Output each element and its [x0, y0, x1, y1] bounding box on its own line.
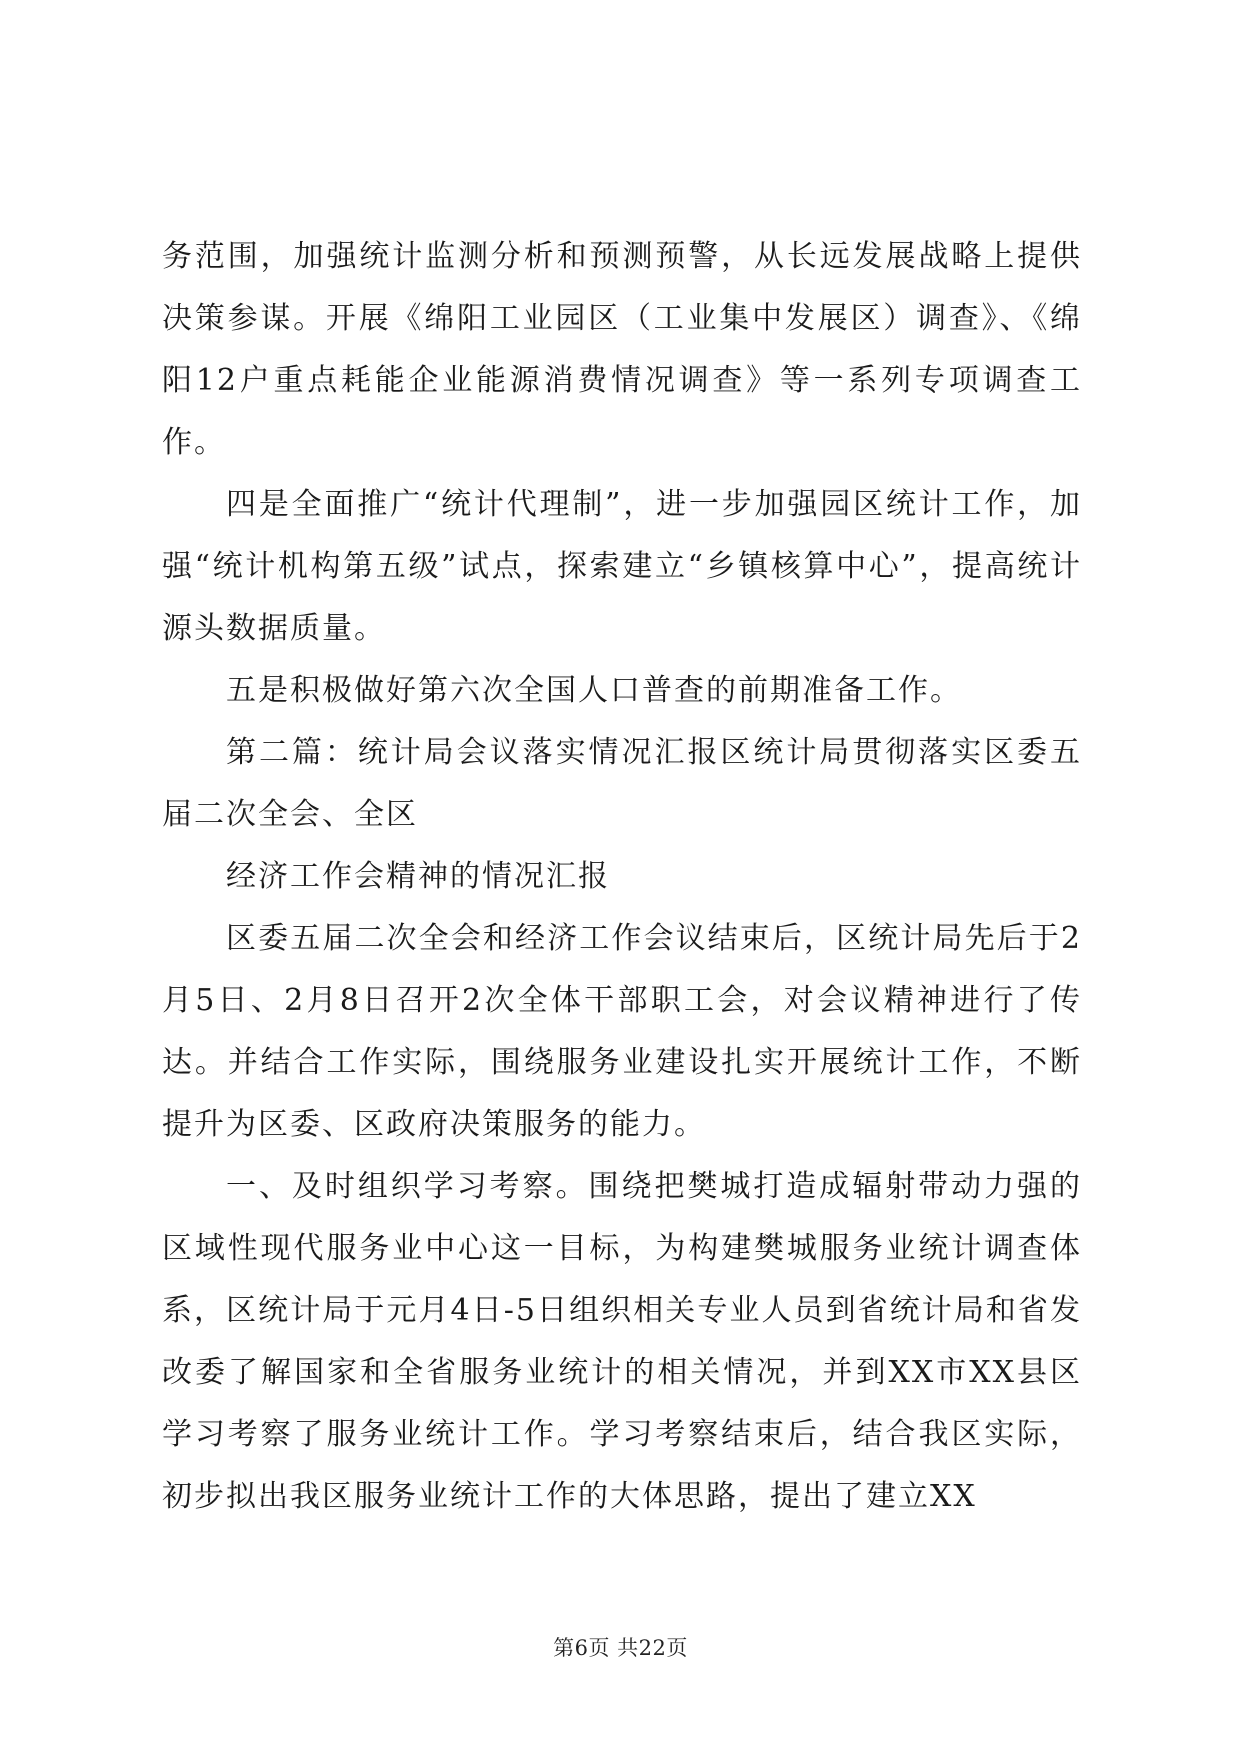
document-body	[162, 226, 1082, 1528]
section-heading: 第二篇：统计局会议落实情况汇报区统计局贯彻落实区委五届二次全会、全区	[162, 735, 1082, 832]
paragraph-5: 一、及时组织学习考察。围绕把樊城打造成辐射带动力强的区域性现代服务业中心这一目标，为构建樊城服务业统计调查体系，区统计局于元月4日-5日组织相关专业人员到省统计局和省发改委了解国家和全省服务业统计的相关情况，并到XX市XX县区学习考察了服务业统计工作。学习考察结束后，结合我区实际，初步拟出我区服务业统计工作的大体思路，提出了建立XX	[162, 1169, 1082, 1514]
page-number: 第6页 共22页	[553, 1636, 688, 1660]
paragraph-4: 区委五届二次全会和经济工作会议结束后，区统计局先后于2月5日、2月8日召开2次全体干部职工会，对会议精神进行了传达。并结合工作实际，围绕服务业建设扎实开展统计工作，不断提升为区委、区政府决策服务的能力。	[162, 921, 1082, 1142]
section-subheading: 经济工作会精神的情况汇报	[226, 859, 610, 894]
paragraph-3: 五是积极做好第六次全国人口普查的前期准备工作。	[226, 673, 962, 708]
paragraph-2: 四是全面推广“统计代理制”，进一步加强园区统计工作，加强“统计机构第五级”试点，探索建立“乡镇核算中心”，提高统计源头数据质量。	[162, 487, 1082, 646]
paragraph-1: 务范围，加强统计监测分析和预测预警，从长远发展战略上提供决策参谋。开展《绵阳工业园区（工业集中发展区）调查》、《绵阳12户重点耗能企业能源消费情况调查》等一系列专项调查工作。	[162, 239, 1082, 460]
